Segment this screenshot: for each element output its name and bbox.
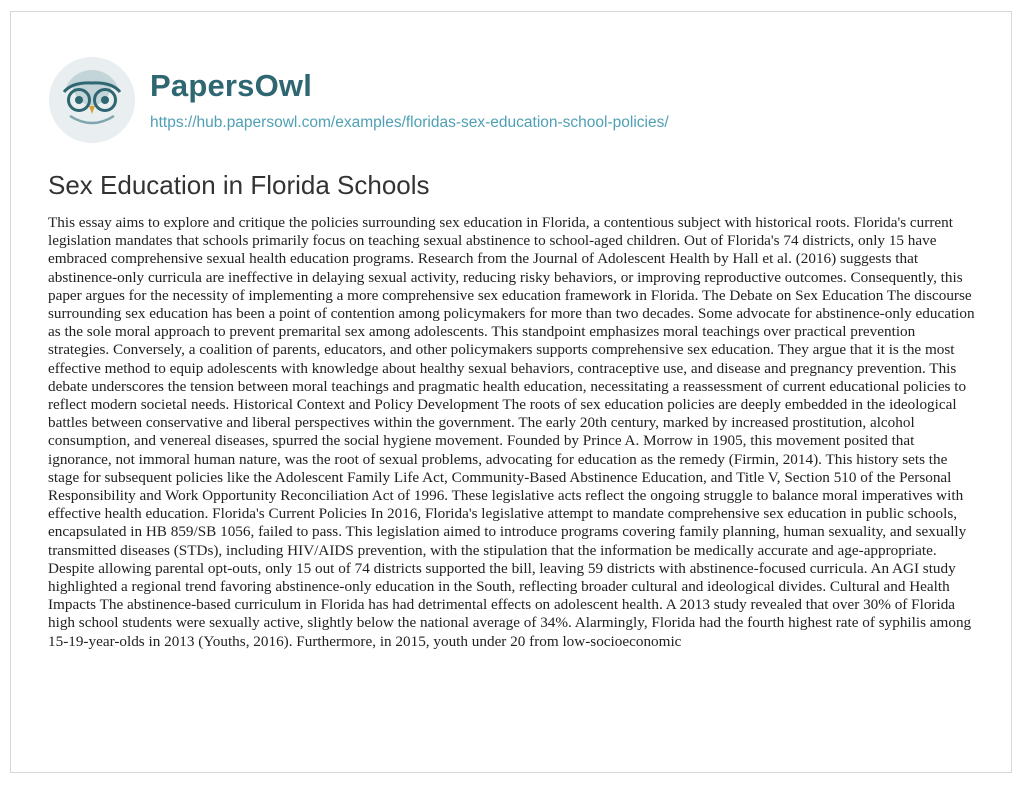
brand-name[interactable]: PapersOwl [150, 68, 313, 103]
document-title: Sex Education in Florida Schools [48, 170, 430, 200]
owl-logo-icon [48, 56, 136, 144]
site-header [48, 56, 669, 144]
document-body: This essay aims to explore and critique the policies surrounding sex education in Florida, a contentious subject with historical roots. Florida's current legislation mandates that schools primarily focus on teaching sexual abstinence to school-aged children. Out of Florida's 74 districts, only 15 have embraced comprehensive sexual health education programs. Research from the Journal of Adolescent Health by Hall et al. (2016) suggests that abstinence-only curricula are ineffective in delaying sexual activity, reducing risky behaviors, or improving reproductive outcomes. Consequently, this paper argues for the necessity of implementing a more comprehensive sex education framework in Florida. The Debate on Sex Education The discourse surrounding sex education has been a point of contention among policymakers for more than two decades. Some advocate for abstinence-only education as the sole moral approach to prevent premarital sex among adolescents. This standpoint emphasizes moral teachings over practical prevention strategies. Conversely, a coalition of parents, educators, and other policymakers supports comprehensive sex education. They argue that it is the most effective method to equip adolescents with knowledge about healthy sexual behaviors, contraceptive use, and disease and pregnancy prevention. This debate underscores the tension between moral teachings and pragmatic health education, necessitating a reassessment of current educational policies to reflect modern societal needs. Historical Context and Policy Development The roots of sex education policies are deeply embedded in the ideological battles between conservative and liberal perspectives within the government. The early 20th century, marked by increased prostitution, alcohol consumption, and venereal diseases, spurred the social hygiene movement. Founded by Prince A. Morrow in 1905, this movement posited that ignorance, not immoral human nature, was the root of sexual problems, advocating for education as the remedy (Firmin, 2014). This history sets the stage for subsequent policies like the Adolescent Family Life Act, Community-Based Abstinence Education, and Title V, Section 510 of the Personal Responsibility and Work Opportunity Reconciliation Act of 1996. These legislative acts reflect the ongoing struggle to balance moral imperatives with effective health education. Florida's Current Policies In 2016, Florida's legislative attempt to mandate comprehensive sex education in public schools, encapsulated in HB 859/SB 1056, failed to pass. This legislation aimed to introduce programs covering family planning, human sexuality, and sexually transmitted diseases (STDs), including HIV/AIDS prevention, with the stipulation that the information be medically accurate and age-appropriate. Despite allowing parental opt-outs, only 15 out of 74 districts supported the bill, leaving 59 districts with abstinence-focused curricula. An AGI study highlighted a regional trend favoring abstinence-only education in the South, reflecting broader cultural and ideological divides. Cultural and Health Impacts The abstinence-based curriculum in Florida has had detrimental effects on adolescent health. A 2013 study revealed that over 30% of Florida high school students were sexually active, slightly below the national average of 34%. Alarmingly, Florida had the fourth highest rate of syphilis among 15-19-year-olds in 2013 (Youths, 2016). Furthermore, in 2015, youth under 20 from low-socioeconomic [48, 214, 975, 650]
source-url-link[interactable]: https://hub.papersowl.com/examples/floridas-sex-education-school-policies/ [150, 114, 669, 131]
brand-block [150, 68, 669, 132]
